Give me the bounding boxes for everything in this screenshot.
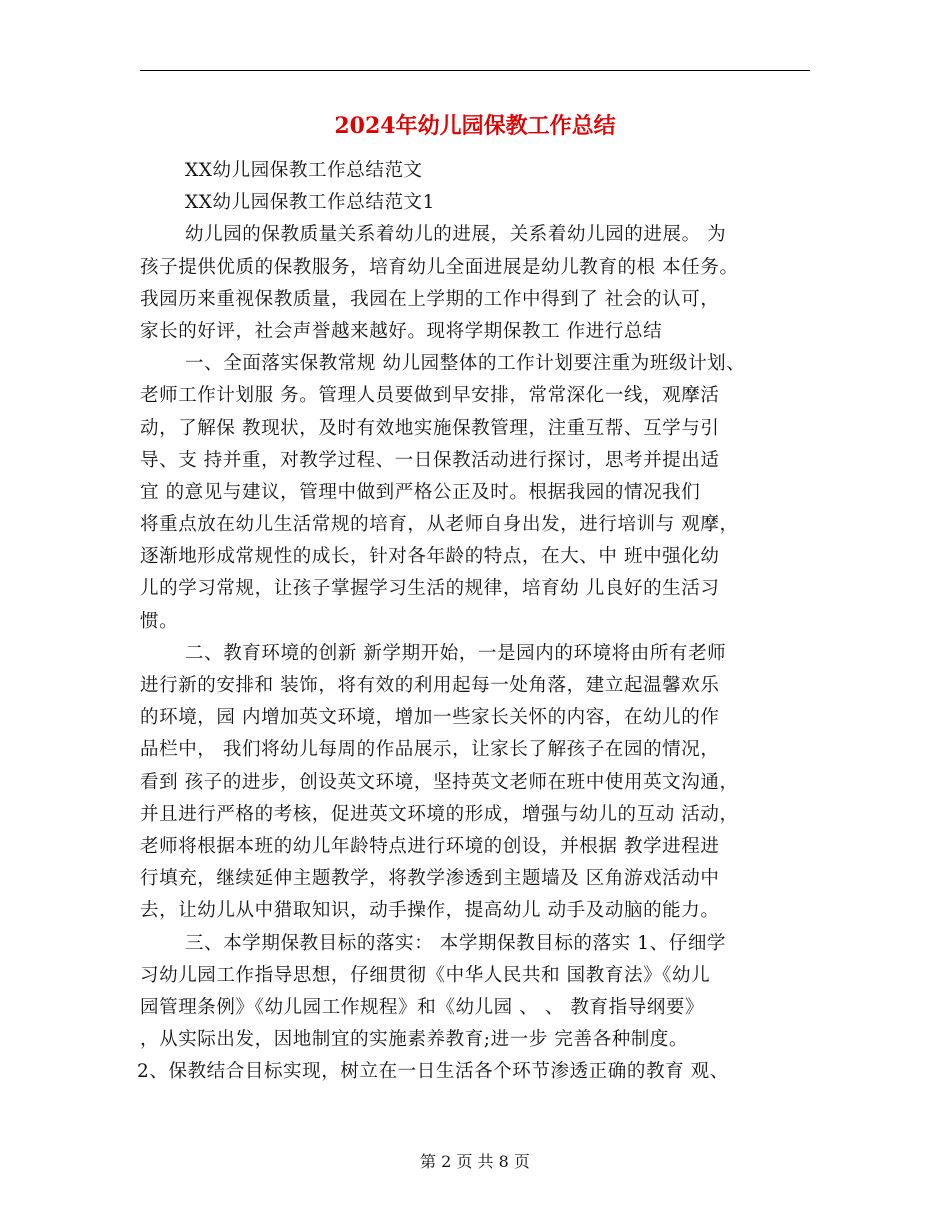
paragraph-line: XX幼儿园保教工作总结范文 xyxy=(185,160,423,181)
paragraph-line: 园管理条例》《幼儿园工作规程》和《幼儿园 、 、 教育指导纲要》 xyxy=(140,996,705,1018)
paragraph-line: 孩子提供优质的保教服务，培育幼儿全面进展是幼儿教育的根 本任务。 xyxy=(140,256,739,278)
paragraph-line: 惯。 xyxy=(140,610,179,632)
header-rule xyxy=(140,70,810,71)
document-title: 2024年幼儿园保教工作总结 xyxy=(334,113,616,139)
paragraph-line: 导、支 持并重，对教学过程、一日保教活动进行探讨，思考并提出适 xyxy=(140,449,720,471)
paragraph-line: 一、全面落实保教常规 幼儿园整体的工作计划要注重为班级计划、 xyxy=(185,353,746,375)
paragraph-line: ，从实际出发，因地制宜的实施素养教育;进一步 完善各种制度。 xyxy=(140,1029,689,1051)
paragraph-line: 习幼儿园工作指导思想，仔细贯彻《中华人民共和 国教育法》《幼儿 xyxy=(140,964,711,986)
paragraph-line: 家长的好评，社会声誉越来越好。现将学期保教工 作进行总结 xyxy=(140,320,663,342)
paragraph-line: XX幼儿园保教工作总结范文1 xyxy=(185,192,436,214)
paragraph-line: 老师将根据本班的幼儿年龄特点进行环境的创设，并根据 教学进程进 xyxy=(140,835,720,857)
page-footer: 第 2 页 共 8 页 xyxy=(420,1152,530,1171)
paragraph-line: 进行新的安排和 装饰，将有效的利用起每一处角落，建立起温馨欢乐 xyxy=(140,675,720,696)
paragraph-line: 的环境，园 内增加英文环境，增加一些家长关怀的内容，在幼儿的作 xyxy=(140,707,720,729)
paragraph-line: 看到 孩子的进步，创设英文环境，坚持英文老师在班中使用英文沟通， xyxy=(140,771,739,793)
paragraph-line: 我园历来重视保教质量，我园在上学期的工作中得到了 社会的认可， xyxy=(140,288,720,310)
paragraph-line: 并且进行严格的考核，促进英文环境的形成，增强与幼儿的互动 活动， xyxy=(140,803,739,825)
paragraph-line: 幼儿园的保教质量关系着幼儿的进展，关系着幼儿园的进展。 为 xyxy=(185,224,727,246)
paragraph-line: 品栏中， 我们将幼儿每周的作品展示，让家长了解孩子在园的情况， xyxy=(140,739,720,761)
paragraph-line: 动，了解保 教现状，及时有效地实施保教管理，注重互帮、互学与引 xyxy=(140,417,720,439)
paragraph-line: 二、教育环境的创新 新学期开始，一是园内的环境将由所有老师 xyxy=(185,642,727,664)
paragraph-line: 将重点放在幼儿生活常规的培育，从老师自身出发，进行培训与 观摩， xyxy=(140,514,739,536)
paragraph-line: 2、保教结合目标实现，树立在一日生活各个环节渗透正确的教育 观、 xyxy=(137,1061,729,1083)
paragraph-line: 逐渐地形成常规性的成长，针对各年龄的特点，在大、中 班中强化幼 xyxy=(140,546,720,568)
paragraph-line: 儿的学习常规，让孩子掌握学习生活的规律，培育幼 儿良好的生活习 xyxy=(140,578,720,600)
paragraph-line: 去，让幼儿从中猎取知识，动手操作，提高幼儿 动手及动脑的能力。 xyxy=(140,900,720,922)
paragraph-line: 老师工作计划服 务。管理人员要做到早安排，常常深化一线，观摩活 xyxy=(140,385,720,407)
paragraph-line: 宜 的意见与建议，管理中做到严格公正及时。根据我园的情况我们 xyxy=(140,481,701,503)
paragraph-line: 行填充，继续延伸主题教学，将教学渗透到主题墙及 区角游戏活动中 xyxy=(140,868,720,890)
paragraph-line: 三、本学期保教目标的落实： 本学期保教目标的落实 1、仔细学 xyxy=(185,932,727,954)
document-body xyxy=(137,155,830,1088)
